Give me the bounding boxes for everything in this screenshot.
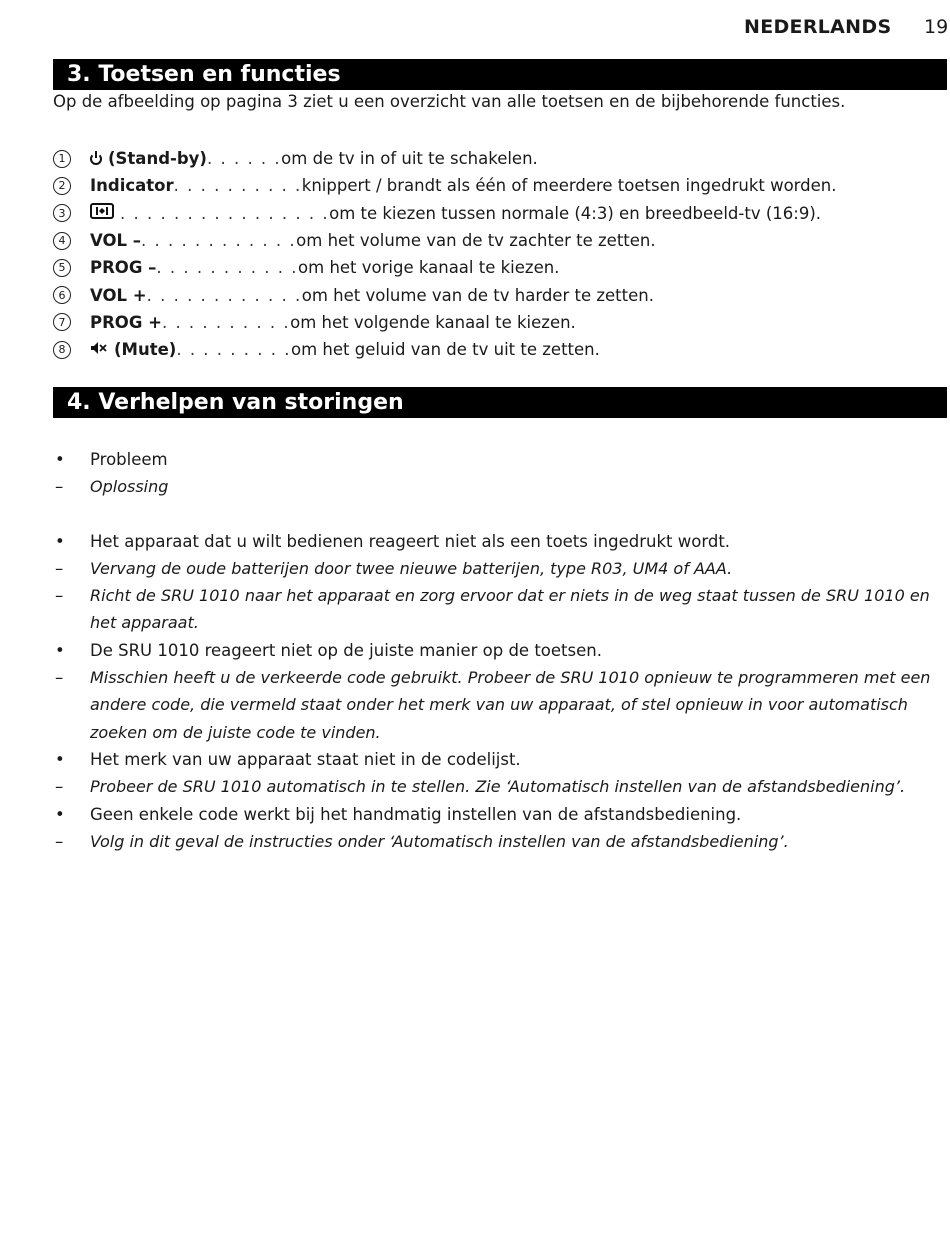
legend-text: Oplossing bbox=[90, 477, 169, 497]
key-description: om het volgende kanaal te kiezen. bbox=[290, 312, 576, 332]
number-circle: 6 bbox=[53, 286, 71, 304]
dash-mark: – bbox=[55, 831, 64, 851]
section-3-title: 3. Toetsen en functies bbox=[53, 59, 947, 90]
key-description: om het volume van de tv harder te zetten. bbox=[301, 285, 654, 305]
key-row-mute bbox=[53, 336, 947, 363]
key-label: (Stand-by) bbox=[108, 149, 207, 169]
number-circle: 1 bbox=[53, 150, 71, 168]
problem-item bbox=[53, 637, 947, 664]
widescreen-icon bbox=[90, 203, 114, 223]
dash-mark: – bbox=[55, 586, 64, 606]
leader-dots: . . . . . . . . . . . bbox=[156, 258, 299, 278]
legend-problem bbox=[53, 446, 947, 473]
number-circle: 7 bbox=[53, 313, 71, 331]
key-description: om te kiezen tussen normale (4:3) en breedbeeld-tv (16:9). bbox=[329, 203, 821, 223]
key-row-widescreen bbox=[53, 200, 947, 227]
section-3-intro: Op de afbeelding op pagina 3 ziet u een overzicht van alle toetsen en de bijbehorende functies. bbox=[53, 92, 846, 111]
key-row-indicator bbox=[53, 172, 947, 199]
solution-item bbox=[53, 582, 947, 637]
number-circle: 5 bbox=[53, 259, 71, 277]
leader-dots: . . . . . . . . . . . . bbox=[141, 231, 297, 251]
mute-icon bbox=[90, 340, 108, 359]
problem-text: Het merk van uw apparaat staat niet in de codelijst. bbox=[90, 749, 521, 769]
page-number: 19 bbox=[924, 16, 949, 38]
troubleshooting-list bbox=[53, 446, 947, 855]
key-description: om het vorige kanaal te kiezen. bbox=[298, 258, 560, 278]
leader-dots: . . . . . . . . . bbox=[176, 340, 291, 360]
power-icon bbox=[90, 149, 102, 168]
solution-text: Volg in dit geval de instructies onder ‘Automatisch instellen van de afstandsbediening’. bbox=[90, 831, 789, 851]
key-description: om het geluid van de tv uit te zetten. bbox=[291, 340, 600, 360]
key-row-standby bbox=[53, 145, 947, 172]
dash-mark: – bbox=[55, 477, 64, 497]
key-list bbox=[53, 145, 947, 363]
key-description: knippert / brandt als één of meerdere toetsen ingedrukt worden. bbox=[301, 176, 837, 196]
problem-text: De SRU 1010 reageert niet op de juiste manier op de toetsen. bbox=[90, 640, 602, 660]
number-circle: 8 bbox=[53, 341, 71, 359]
solution-item bbox=[53, 773, 947, 800]
bullet-mark: • bbox=[55, 450, 65, 469]
bullet-mark: • bbox=[55, 640, 65, 660]
key-row-vol-plus bbox=[53, 281, 947, 308]
header-language: NEDERLANDS bbox=[744, 16, 892, 38]
number-circle: 4 bbox=[53, 232, 71, 250]
dash-mark: – bbox=[55, 668, 64, 688]
key-label: Indicator bbox=[90, 176, 174, 196]
key-description: om het volume van de tv zachter te zetten. bbox=[296, 231, 656, 251]
number-circle: 3 bbox=[53, 204, 71, 222]
bullet-mark: • bbox=[55, 749, 65, 769]
solution-text: Vervang de oude batterijen door twee nieuwe batterijen, type R03, UM4 of AAA. bbox=[90, 558, 733, 578]
solution-text: Probeer de SRU 1010 automatisch in te stellen. Zie ‘Automatisch instellen van de afstandsbediening’. bbox=[90, 777, 906, 797]
dash-mark: – bbox=[55, 558, 64, 578]
key-row-prog-minus bbox=[53, 254, 947, 281]
key-label: VOL + bbox=[90, 285, 147, 305]
number-circle: 2 bbox=[53, 177, 71, 195]
legend-solution bbox=[53, 473, 947, 500]
problem-text: Geen enkele code werkt bij het handmatig instellen van de afstandsbediening. bbox=[90, 804, 742, 824]
key-label: VOL – bbox=[90, 231, 142, 251]
key-label: PROG + bbox=[90, 312, 162, 332]
leader-dots: . . . . . . . . . . bbox=[161, 312, 291, 332]
solution-text: Richt de SRU 1010 naar het apparaat en zorg ervoor dat er niets in de weg staat tussen de SRU 1010 en het apparaat. bbox=[90, 586, 930, 633]
problem-item bbox=[53, 746, 947, 773]
key-label: PROG – bbox=[90, 258, 157, 278]
key-row-prog-plus bbox=[53, 309, 947, 336]
key-label: (Mute) bbox=[114, 340, 177, 360]
leader-dots: . . . . . . bbox=[206, 149, 282, 169]
leader-dots: . . . . . . . . . . . . bbox=[146, 285, 302, 305]
key-row-vol-minus bbox=[53, 227, 947, 254]
dash-mark: – bbox=[55, 777, 64, 797]
problem-item bbox=[53, 528, 947, 555]
leader-dots: . . . . . . . . . . bbox=[173, 176, 302, 196]
solution-item bbox=[53, 555, 947, 582]
solution-item bbox=[53, 828, 947, 855]
leader-dots: . . . . . . . . . . . . . . . . bbox=[120, 203, 330, 223]
solution-text: Misschien heeft u de verkeerde code gebruikt. Probeer de SRU 1010 opnieuw te programmeren met een andere code, die vermeld staat onder het merk van uw apparaat, of stel opnieuw in voor automatisch zoeken om de juiste code te vinden. bbox=[90, 668, 931, 742]
key-description: om de tv in of uit te schakelen. bbox=[281, 149, 538, 169]
bullet-mark: • bbox=[55, 804, 65, 824]
problem-text: Het apparaat dat u wilt bedienen reageert niet als een toets ingedrukt wordt. bbox=[90, 531, 731, 551]
problem-item bbox=[53, 801, 947, 828]
solution-item bbox=[53, 664, 947, 746]
bullet-mark: • bbox=[55, 531, 65, 551]
legend-text: Probleem bbox=[90, 450, 168, 469]
section-4-title: 4. Verhelpen van storingen bbox=[53, 387, 947, 418]
